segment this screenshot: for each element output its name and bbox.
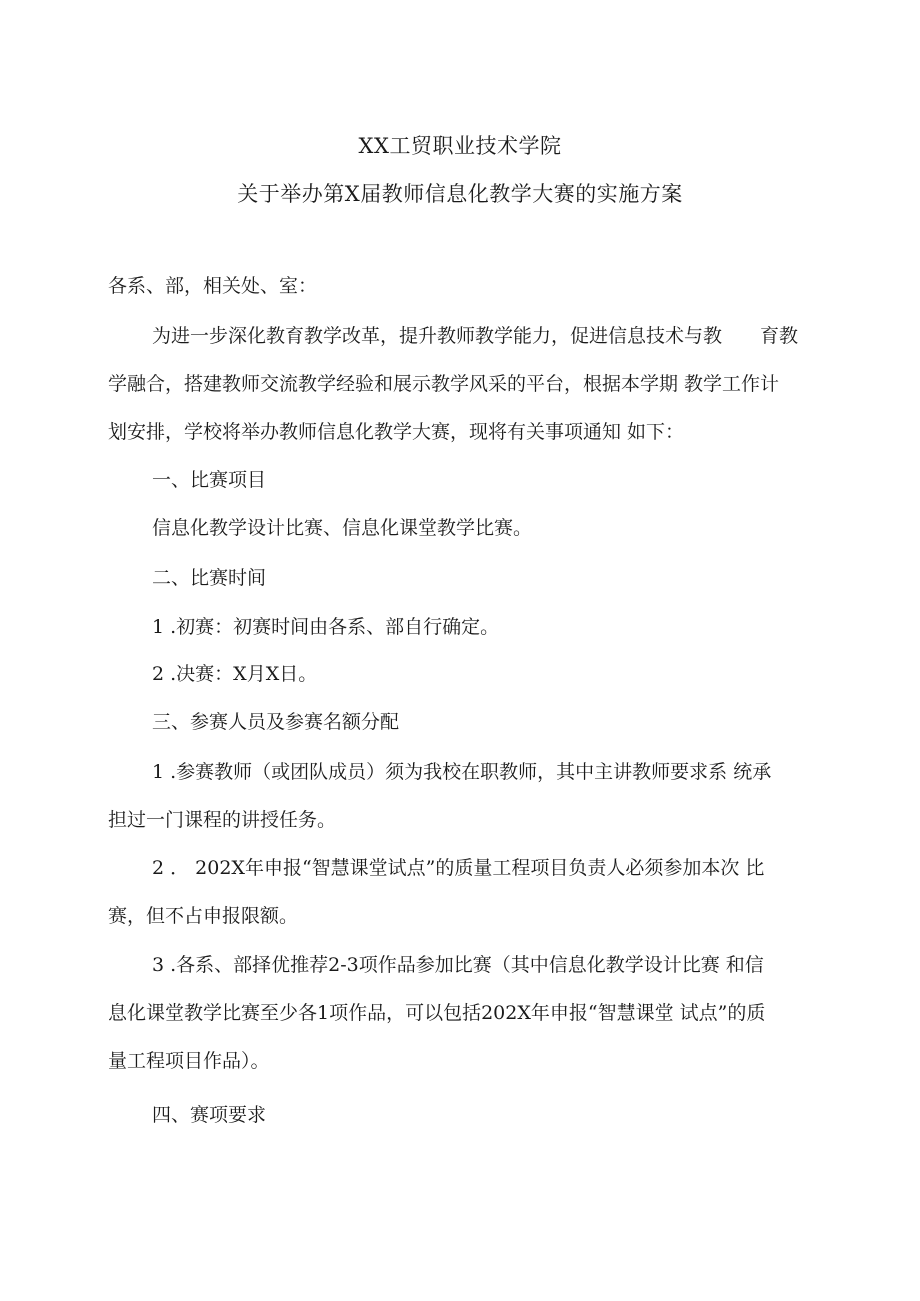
intro-line-1: 为进一步深化教育教学改革，提升教师教学能力，促进信息技术与教 育教: [152, 325, 799, 347]
section-4-heading: 四、赛项要求: [152, 1104, 267, 1126]
section-2-item-1: 1 .初赛：初赛时间由各系、部自行确定。: [152, 616, 500, 638]
section-3-item-3-line-3: 量工程项目作品）。: [108, 1050, 270, 1072]
salutation: 各系、部，相关处、室：: [108, 275, 318, 297]
section-2-item-2: 2 .决赛：X月X日。: [152, 663, 318, 685]
section-3-item-1-line-1: 1 .参赛教师（或团队成员）须为我校在职教师，其中主讲教师要求系 统承: [152, 761, 772, 783]
section-3-item-1-line-2: 担过一门课程的讲授任务。: [108, 809, 337, 831]
intro-line-3: 划安排，学校将举办教师信息化教学大赛，现将有关事项通知 如下：: [108, 421, 685, 443]
section-3-item-2-line-1: 2 ． 202X年申报“智慧课堂试点”的质量工程项目负责人必须参加本次 比: [152, 857, 765, 879]
section-2-heading: 二、比赛时间: [152, 567, 267, 589]
document-title-subject: 关于举办第X届教师信息化教学大赛的实施方案: [237, 182, 683, 206]
section-3-item-3-line-2: 息化课堂教学比赛至少各1项作品，可以包括202X年申报“智慧课堂 试点”的质: [108, 1002, 766, 1024]
document-title-school: XX工贸职业技术学院: [358, 134, 562, 158]
section-3-item-3-line-1: 3 .各系、部择优推荐2-3项作品参加比赛（其中信息化教学设计比赛 和信: [152, 954, 764, 976]
section-3-heading: 三、参赛人员及参赛名额分配: [152, 711, 400, 733]
section-1-heading: 一、比赛项目: [152, 469, 267, 491]
section-1-body: 信息化教学设计比赛、信息化课堂教学比赛。: [152, 517, 533, 539]
intro-line-2: 学融合，搭建教师交流教学经验和展示教学风采的平台，根据本学期 教学工作计: [108, 373, 780, 395]
section-3-item-2-line-2: 赛，但不占申报限额。: [108, 905, 299, 927]
